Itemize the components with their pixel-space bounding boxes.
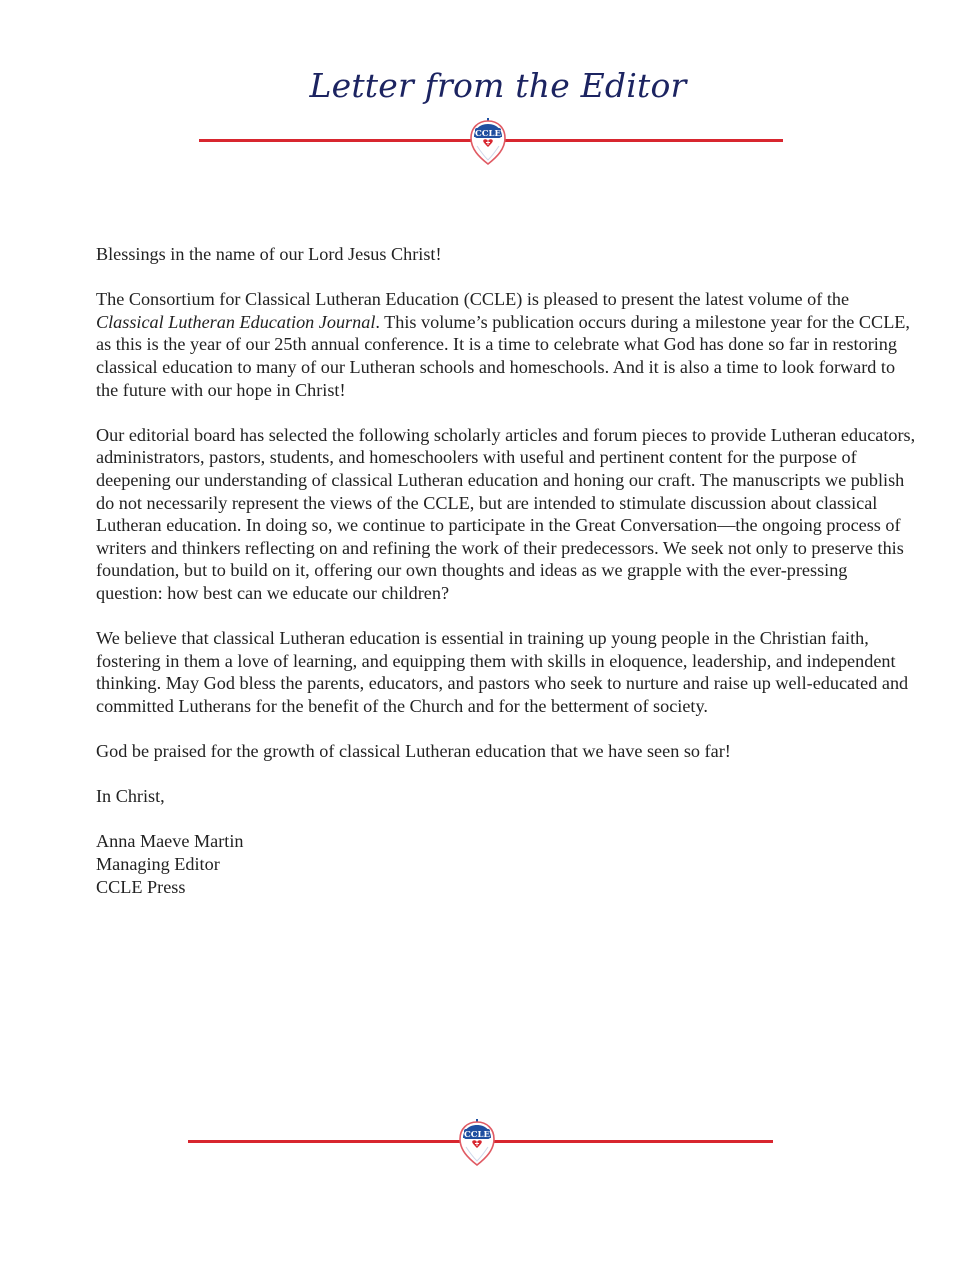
ccle-crest-logo-icon <box>469 116 507 166</box>
signature-organization: CCLE Press <box>96 876 186 897</box>
letter-body <box>96 243 916 898</box>
journal-title: Classical Lutheran Education Journal <box>96 311 376 332</box>
page-title: Letter from the Editor <box>309 66 687 105</box>
greeting: Blessings in the name of our Lord Jesus Christ! <box>96 244 442 264</box>
paragraph-editorial-board: Our editorial board has selected the following scholarly articles and forum pieces to provide Lutheran educators, administrators, pastors, students, and homeschoolers with useful and pertinent content for the purpose of deepening our understanding of classical Lutheran education and honing our craft. The manuscripts we publish do not necessarily represent the views of the CCLE, but are intended to stimulate discussion about classical Lutheran education. In doing so, we continue to participate in the Great Conversation—the ongoing process of writers and thinkers reflecting on and refining the work of their predecessors. We seek not only to preserve this foundation, but to build on it, offering our own thoughts and ideas as we grapple with the ever-pressing question: how best can we educate our children? <box>96 424 916 603</box>
paragraph-praise: God be praised for the growth of classical Lutheran education that we have seen so far! <box>96 741 731 762</box>
paragraph-intro-part2: . This volume’s publication occurs during a milestone year for the CCLE, as this is the year of our 25th annual conference. It is a time to celebrate what God has done so far in restoring classical education to many of our Lutheran schools and homeschools. And it is also a time to look forward to the future with our hope in Christ! <box>96 311 910 400</box>
signature-name: Anna Maeve Martin <box>96 831 244 852</box>
closing: In Christ, <box>96 786 165 807</box>
svg-text:CCLE: CCLE <box>475 129 501 139</box>
paragraph-intro-part1: The Consortium for Classical Lutheran Education (CCLE) is pleased to present the latest volume of the <box>96 289 850 310</box>
signature-role: Managing Editor <box>96 854 220 875</box>
svg-text:CCLE: CCLE <box>464 1130 490 1140</box>
paragraph-belief: We believe that classical Lutheran education is essential in training up young people in the Christian faith, fostering in them a love of learning, and equipping them with skills in eloquence, leadership, and independent thinking. May God bless the parents, educators, and pastors who seek to nurture and raise up well-educated and committed Lutherans for the benefit of the Church and for the betterment of society. <box>96 628 909 716</box>
paragraph-intro <box>96 288 916 401</box>
ccle-crest-logo-icon <box>458 1117 496 1167</box>
